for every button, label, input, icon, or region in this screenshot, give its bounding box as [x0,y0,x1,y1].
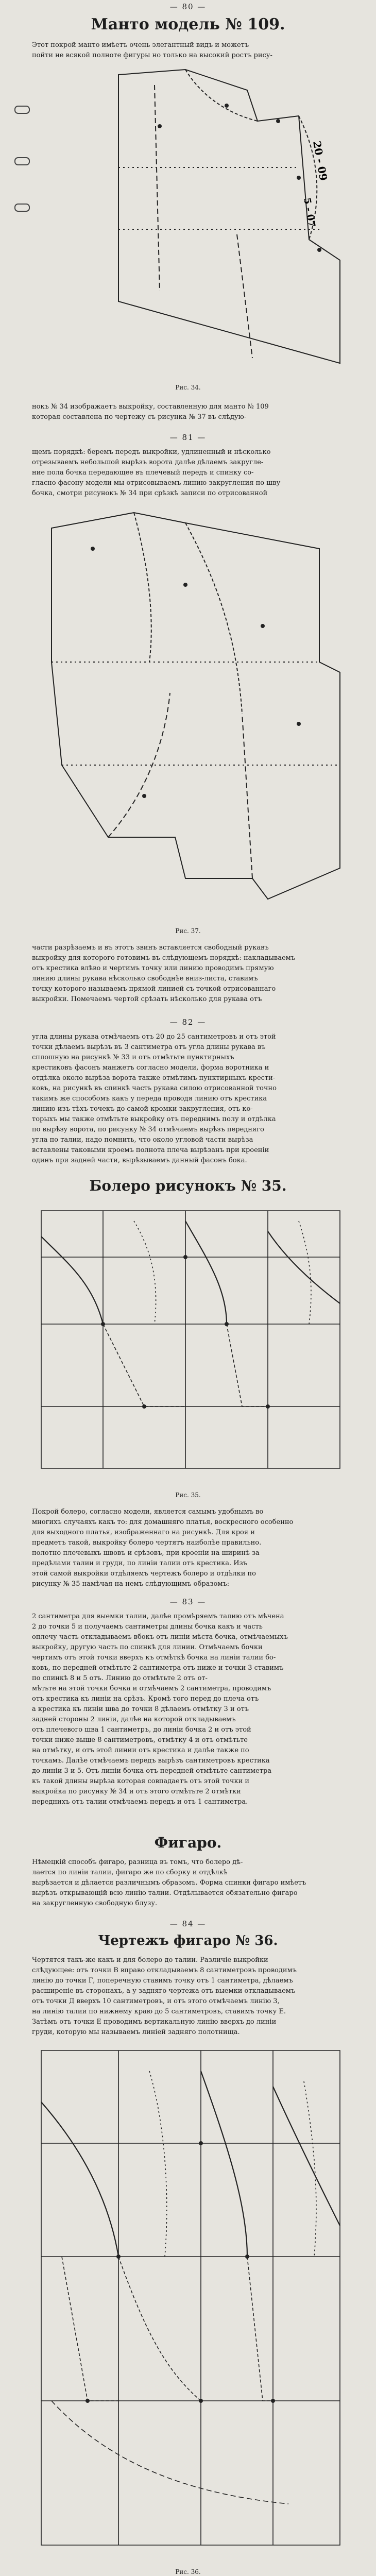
pattern-figure-37 [31,507,350,920]
page-number: — 83 — [169,1597,207,1606]
page-number: — 82 — [169,1018,207,1027]
page-number: — 80 — [169,2,207,11]
pattern-figure-34 [31,64,350,379]
section-title-bolero: Болеро рисунокъ № 35. [89,1177,287,1194]
pattern-drawing-36 [31,2040,350,2561]
pattern-drawing-35 [31,1200,350,1489]
binder-hole [14,204,30,212]
page-number: — 81 — [169,433,207,442]
pattern-figure-35 [31,1200,350,1489]
binder-hole [14,106,30,114]
section-title-manto: Манто модель № 109. [91,15,285,33]
paragraph: нокъ № 34 изображаетъ выкройку, составленную для манто № 109 которая составлена по чертежу съ рисунка № 37 въ слѣдую- [32,403,269,421]
binder-hole [14,157,30,165]
pattern-drawing-34 [31,64,350,379]
paragraph: угла длины рукава отмѣчаемъ отъ 20 до 25 сантиметровъ и отъ этой точки дѣлаемъ вырѣзъ въ 3 сантиметра отъ угла длины рукава въ сплошную на рисункѣ № 33 и отъ отмѣтьте пунктирныхъ крестиковъ фасонъ манжетъ согласно модели, форма воротника и отдѣлка около вырѣза ворота также отмѣтимъ пунктирныхъ крести- ковъ, на рисункѣ въ спинкѣ часть рукава силою отрисованной точно такимъ же способомъ какъ у переда проводя линию отъ крестика линию изъ тѣхъ точекъ до самой кромки закругления, отъ ко- торыхъ мы также отмѣтьте выкройку отъ переднимъ полу и отдѣлка по вырѣзу ворота, по рисунку № 34 отмѣчаемъ вырѣзъ передняго угла по талии, надо помнить, что около угловой части вырѣза вставлены таковыми кроемъ полнота плеча вырѣзанъ при кроенiи одинъ при задней части, вырѣзываемъ данный фасонъ бока. [32,1033,277,1164]
measure-label: 5 - 07 [301,197,317,228]
figure-caption: Рис. 34. [175,384,201,391]
paragraph: щемъ порядкѣ: беремъ передъ выкройки, удлиненный и нѣсколько отрезываемъ небольшой вырѣзъ ворота далѣе дѣлаемъ закругле- ние пола бочка передающее въ плечевый передъ и спинку со- гласно фасону модели мы отрисовываемъ линию закругления по шву бочка, смотри рисунокъ № 34 при срѣзкѣ записи по отрисованной [32,448,281,497]
section-title-figaro: Фигаро. [154,1834,222,1851]
section-title-chertezh: Чертежъ фигаро № 36. [98,1933,278,1948]
measure-label: 20 - 09 [311,140,330,182]
paragraph: 2 сантиметра для выемки талии, далѣе промѣряемъ талию отъ мѣчена 2 до точки 5 и получаемъ сантиметры длины бочка какъ и часть оплечу часть откладываемъ вбокъ отъ линiи мѣста бочка, отмѣчаемыхъ выкройку, другую часть по спинкѣ для линии. Отмѣчаемъ бочки чертимъ отъ этой точки вверхъ къ отмѣткѣ бочка на линiи талии бо- ковъ, по передней отмѣтьте 2 сантиметра отъ ниже и точки 3 ставимъ по спинкѣ 8 и 5 отъ. Линию до отмѣтьте 2 отъ от- мѣтьте на этой точки бочка и отмѣчаемъ 2 сантиметра, проводимъ отъ крестика къ линiи на срѣзъ. Кромѣ того перед до плеча отъ а крестика къ линiи шва до точки 8 дѣлаемъ отмѣтку 3 и отъ задней стороны 2 линiи, далѣе на которой откладываемъ отъ плечевого шва 1 сантиметръ, до линiи бочка 2 и отъ этой точки ниже выше 8 сантиметровъ, отмѣтку 4 и отъ отмѣтьте на отмѣтку, и отъ этой линии отъ крестика и далѣе также по точкамъ. Далѣе отмѣчаемъ передъ вырѣзъ сантиметровъ крестика до линiи 3 и 5. Отъ линiи бочка отъ передней отмѣтьте сантиметра къ такой длины вырѣза которая совпадаетъ отъ этой точки и выкройка по рисунку № 34 и отъ этого отмѣтьте 2 отмѣтки переднихъ отъ талии отмѣчаемъ передъ и отъ 1 сантиметра. [32,1613,288,1806]
figure-caption: Рис. 37. [175,927,201,935]
paragraph: Покрой болеро, согласно модели, является самымъ удобнымъ во многихъ случаяхъ какъ то: для домашняго платья, воскресного особенно для выходного платья, изображеннаго на рисункѣ. Для кроя и предметъ такой, выкройку болеро чертятъ наиболѣе правильно. полотно плечевыхъ швовъ и срѣзовъ, при кроенiи на ширинѣ за предѣлами талии и груди, по линiи талии отъ крестика. Изъ этой самой выкройки отдѣляемъ чертежъ болеро и отдѣлки по рисунку № 35 намѣчая на немъ слѣдующимъ образомъ: [32,1508,294,1588]
paragraph: Чертятся такъ-же какъ и для болеро до талии. Различіе выкройки слѣдующее: отъ точки В вправо откладываемъ 8 сантиметровъ проводимъ линію до точки Г, поперечную ставимъ точку отъ 1 сантиметра, дѣлаемъ расширеніе въ сторонахъ, а у задняго чертежа отъ выемки откладываемъ отъ точки Д вверхъ 10 сантиметровъ, и отъ этого отмѣчаемъ линію 3, на линію талии по нижнему краю до 5 сантиметровъ, ставимъ точку Е. Затѣмъ отъ точки Е проводимъ вертикальную линію вверхъ до линiи груди, которую мы называемъ линiей задняго полотнища. [32,1956,297,2036]
paragraph: Нѣмецкій способъ фигаро, разница въ томъ, что болеро дѣ- лается по линiи талии, фигаро же по сборку и отдѣлкѣ вырѣзается и дѣлается различнымъ образомъ. Форма спинки фигаро имѣетъ вырѣзъ открывающій всю линiю талии. Отдѣлывается обязательно фигаро на закругленную свободную блузу. [32,1858,306,1907]
pattern-drawing-37 [31,507,350,920]
figure-caption: Рис. 35. [175,1492,201,1499]
figure-caption: Рис. 36. [175,2568,201,2575]
intro-paragraph: Этот покрой манто имѣетъ очень элегантный видъ и можетъ пойти не всякой полноте фигуры но только на высокий ростъ рису- [32,41,272,59]
pattern-figure-36 [31,2040,350,2561]
paragraph: части разрѣзаемъ и въ этотъ звинъ вставляется свободный рукавъ выкройку для которого готовимъ въ слѣдующемъ порядкѣ: накладываемъ отъ крестика влѣво и чертимъ точку или линию проводимъ прямую линию длины рукава нѣсколько свободнѣе вниз-листа, ставимъ точку которого называемъ прямой линией съ точкой отрисованнаго выкройки. Помечаемъ чертой срѣзать нѣсколько для рукава отъ [32,944,296,1003]
page-number: — 84 — [169,1919,207,1928]
